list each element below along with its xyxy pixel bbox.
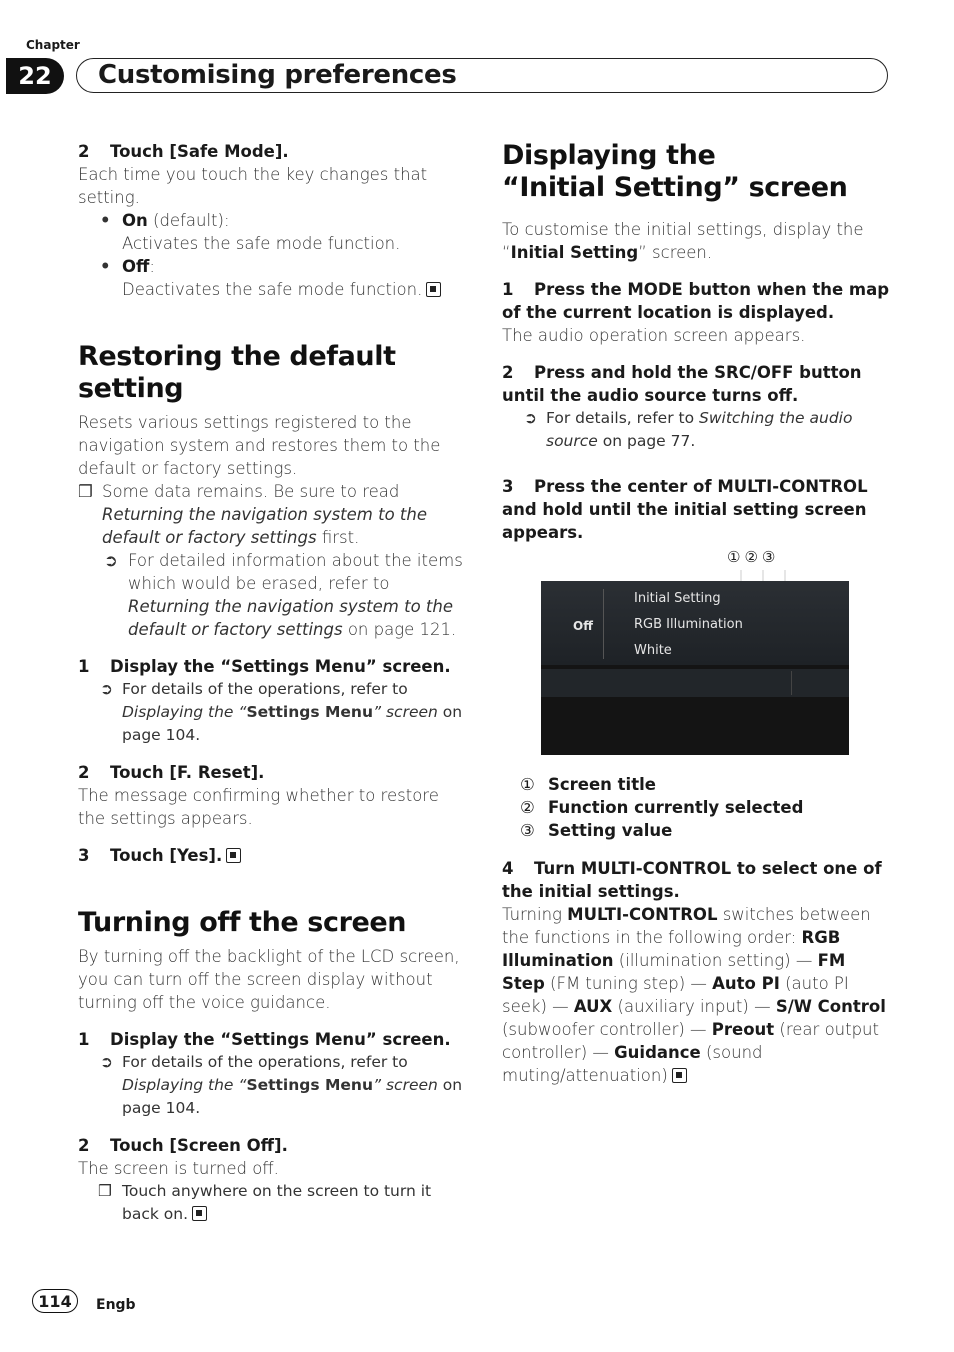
- initial-setting-screen-image: [541, 581, 849, 755]
- step-screen-2: 2 Touch [Screen Off].: [78, 1136, 288, 1155]
- step-4-block: [502, 857, 890, 1087]
- screen-off-text: Off: [573, 619, 593, 633]
- legend-item: ③ Setting value: [520, 821, 673, 840]
- screen-callouts: ①②③: [727, 548, 780, 566]
- screen-function-text: RGB Illumination: [634, 617, 743, 632]
- chapter-number: 22: [6, 58, 64, 94]
- end-mark-icon: [426, 282, 441, 297]
- screen-title-text: Initial Setting: [634, 591, 721, 606]
- page-number: 114: [32, 1289, 78, 1313]
- step-initial-1-description: The audio operation screen appears.: [502, 326, 806, 345]
- screen-2-note: ❒ Touch anywhere on the screen to turn it back on.: [98, 1182, 432, 1223]
- arrow-reference-icon: ➲: [100, 1053, 113, 1071]
- initial-setting-intro: To customise the initial settings, display the “Initial Setting” screen.: [502, 220, 864, 262]
- left-column: [78, 140, 466, 1226]
- legend-item: ① Screen title: [520, 775, 656, 794]
- step-screen-1: 1 Display the “Settings Menu” screen.: [78, 1030, 451, 1049]
- screen-1-reference: ➲ For details of the operations, refer to Displaying the “Settings Menu” screen on page 104.: [100, 1053, 463, 1117]
- step-restore-2: 2 Touch [F. Reset].: [78, 763, 265, 782]
- arrow-reference-icon: ➲: [104, 551, 118, 570]
- chapter-label: Chapter: [26, 38, 80, 52]
- step-initial-4-description: Turning MULTI-CONTROL switches between the functions in the following order: RGB Illumination (illumination setting) — FM Step (FM tuning step) — Auto PI (auto PI seek) — AUX (auxiliary input) — S/W Control (subwoofer controller) — Preout (rear output controller) — Guidance (sound muting/attenuation): [502, 905, 886, 1085]
- end-mark-icon: [672, 1068, 687, 1083]
- restore-sub-reference: ➲ For detailed information about the items which would be erased, refer to Returning the navigation system to the default or factory settings on page 121.: [104, 551, 463, 639]
- screen-2-description: The screen is turned off.: [78, 1159, 279, 1178]
- on-description: Activates the safe mode function.: [122, 234, 401, 253]
- end-mark-icon: [226, 848, 241, 863]
- off-description: Deactivates the safe mode function.: [78, 278, 466, 301]
- restore-note: ❒ Some data remains. Be sure to read Returning the navigation system to the default or factory settings first.: [78, 482, 428, 547]
- initial-setting-heading: Displaying the “Initial Setting” screen: [502, 140, 848, 203]
- step-restore-1: 1 Display the “Settings Menu” screen.: [78, 657, 451, 676]
- off-option: • Off:: [100, 257, 155, 276]
- end-mark-icon: [192, 1206, 207, 1221]
- step-initial-4: 4 Turn MULTI-CONTROL to select one of the initial settings.: [502, 859, 882, 901]
- step-initial-2-reference: ➲ For details, refer to Switching the audio source on page 77.: [524, 409, 853, 450]
- right-column: [502, 140, 890, 544]
- chapter-title: Customising preferences: [98, 60, 457, 90]
- on-option: • On (default):: [100, 211, 230, 230]
- screen-legend: [520, 773, 880, 842]
- arrow-reference-icon: ➲: [524, 409, 537, 427]
- screen-off-heading: Turning off the screen: [78, 907, 407, 938]
- legend-item: ② Function currently selected: [520, 798, 804, 817]
- step-safe-mode: 2 Touch [Safe Mode].: [78, 142, 289, 161]
- restore-1-reference: ➲ For details of the operations, refer to Displaying the “Settings Menu” screen on page 104.: [100, 680, 463, 744]
- restore-heading: Restoring the default setting: [78, 341, 396, 404]
- screen-off-description: By turning off the backlight of the LCD screen, you can turn off the screen display without turning off the voice guidance.: [78, 947, 460, 1012]
- restore-description: Resets various settings registered to the navigation system and restores them to the default or factory settings.: [78, 413, 441, 478]
- checkbox-note-icon: ❒: [98, 1182, 112, 1200]
- page-language: Engb: [96, 1297, 136, 1313]
- checkbox-note-icon: ❒: [78, 482, 93, 501]
- step-restore-3: 3 Touch [Yes].: [78, 844, 466, 867]
- screen-value-text: White: [634, 643, 672, 658]
- step-initial-1: 1 Press the MODE button when the map of the current location is displayed.: [502, 280, 890, 322]
- arrow-reference-icon: ➲: [100, 680, 113, 698]
- step-initial-2: 2 Press and hold the SRC/OFF button until the audio source turns off.: [502, 363, 862, 405]
- safe-mode-description: Each time you touch the key changes that setting.: [78, 165, 428, 207]
- step-initial-3: 3 Press the center of MULTI-CONTROL and hold until the initial setting screen appears.: [502, 477, 868, 542]
- restore-2-description: The message confirming whether to restore the settings appears.: [78, 786, 439, 828]
